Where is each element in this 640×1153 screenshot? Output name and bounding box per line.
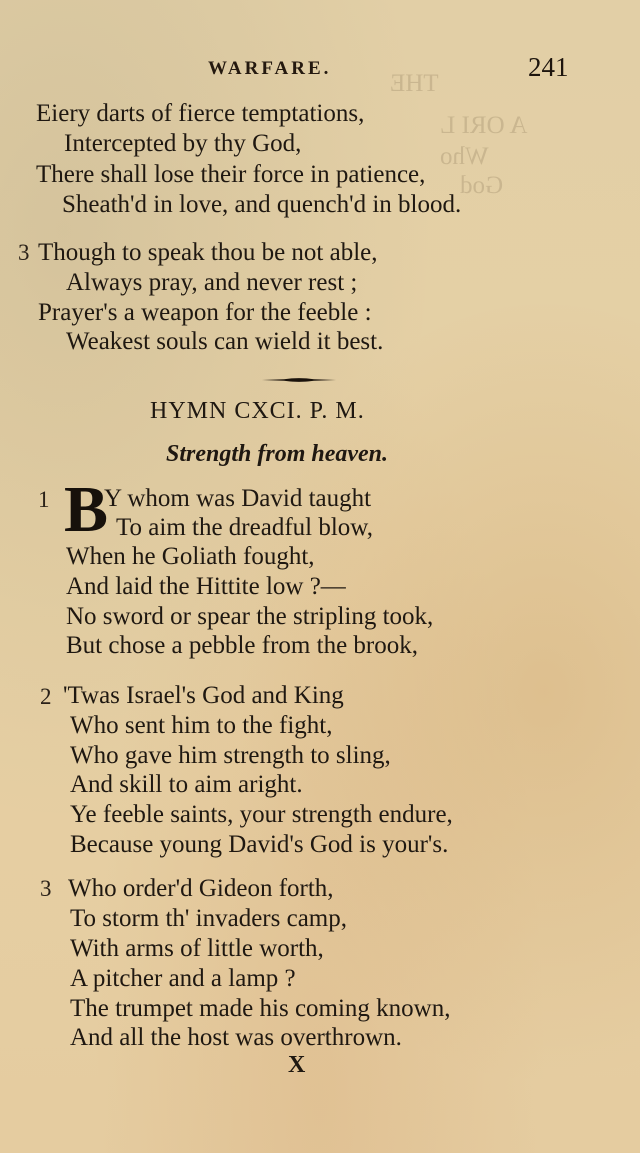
running-title: WARFARE. [208, 58, 332, 79]
verse-line: 'Twas Israel's God and King [63, 682, 344, 709]
show-through-text: A ORI L [440, 112, 528, 139]
verse-line: Who gave him strength to sling, [70, 742, 391, 769]
verse-line: Always pray, and never rest ; [66, 269, 358, 296]
verse-line: A pitcher and a lamp ? [70, 965, 296, 992]
verse-line: Prayer's a weapon for the feeble : [38, 299, 372, 326]
verse-line: Y whom was David taught [104, 485, 372, 512]
stanza-number: 2 [40, 684, 52, 709]
verse-line: Who order'd Gideon forth, [68, 875, 334, 902]
page-number: 241 [528, 52, 569, 82]
verse-line: Ye feeble saints, your strength endure, [70, 801, 453, 828]
verse-line: Weakest souls can wield it best. [66, 328, 384, 355]
stanza-number: 1 [38, 487, 50, 512]
verse-line: To aim the dreadful blow, [116, 514, 373, 541]
verse-line: Sheath'd in love, and quench'd in blood. [62, 191, 462, 218]
verse-line: When he Goliath fought, [66, 543, 315, 570]
verse-line: There shall lose their force in patience, [36, 161, 426, 188]
signature-mark: X [288, 1052, 306, 1078]
verse-line: And skill to aim aright. [70, 771, 303, 798]
running-head [0, 52, 640, 86]
hymn-subtitle: Strength from heaven. [166, 441, 389, 467]
verse-line: To storm th' invaders camp, [70, 905, 348, 932]
hymn-title: HYMN CXCI. P. M. [150, 398, 365, 424]
verse-line: Though to speak thou be not able, [38, 239, 378, 266]
stanza-number: 3 [40, 876, 52, 901]
drop-cap-letter: B [64, 473, 109, 546]
show-through-text: THE [390, 70, 439, 97]
verse-line: Intercepted by thy God, [64, 130, 302, 157]
verse-line: But chose a pebble from the brook, [66, 632, 418, 659]
verse-line: With arms of little worth, [70, 935, 324, 962]
verse-line: And laid the Hittite low ?— [66, 573, 346, 600]
verse-line: No sword or spear the stripling took, [66, 603, 434, 630]
divider-rule-ornament [262, 377, 336, 383]
verse-line: Who sent him to the fight, [70, 712, 333, 739]
verse-line: The trumpet made his coming known, [70, 995, 451, 1022]
verse-line: And all the host was overthrown. [70, 1024, 402, 1051]
show-through-text: God [460, 172, 504, 199]
verse-line: Eiery darts of fierce temptations, [36, 100, 365, 127]
verse-line: Because young David's God is your's. [70, 831, 449, 858]
show-through-text: Who [440, 143, 489, 170]
stanza-number: 3 [18, 240, 30, 265]
